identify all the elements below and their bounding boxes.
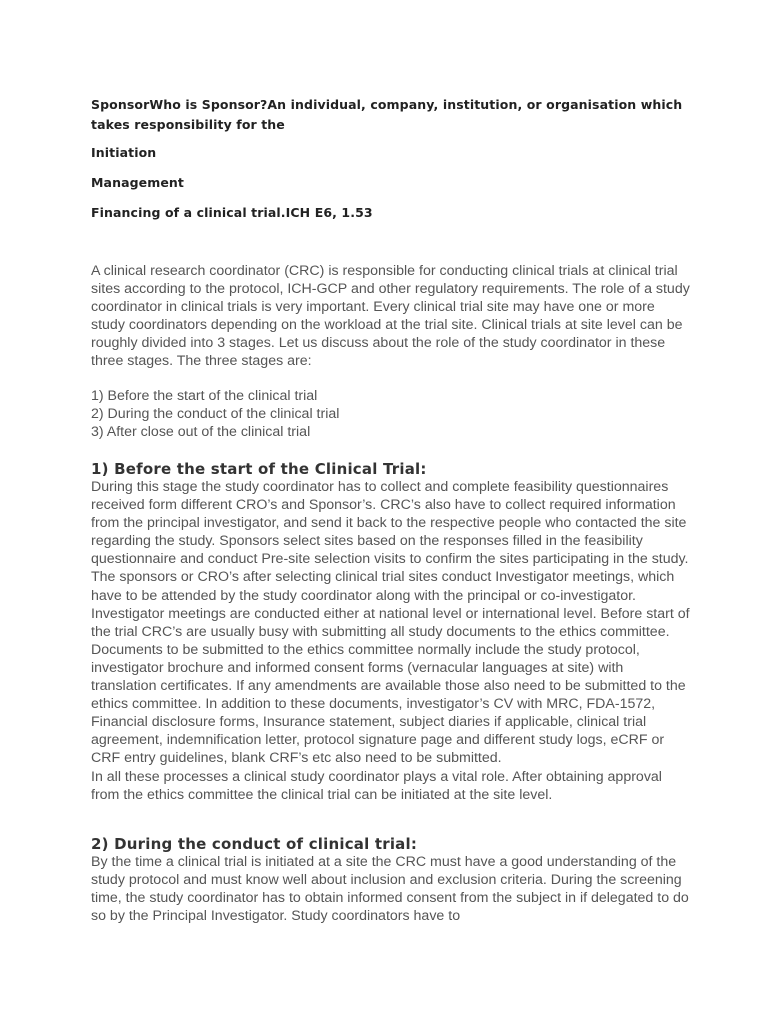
sponsor-item-financing: Financing of a clinical trial.ICH E6, 1.53	[91, 205, 373, 220]
section2-paragraph: By the time a clinical trial is initiated at a site the CRC must have a good understanding of the study protocol and must know well about inclusion and exclusion criteria. During the screening time, the study coordinator has to obtain informed consent from the subject in if delegated to do so by the Principal Investigator. Study coordinators have to	[91, 854, 689, 925]
intro-section	[91, 262, 691, 371]
stage-item: 3) After close out of the clinical trial	[91, 424, 311, 441]
sponsor-item-management: Management	[91, 175, 185, 190]
section2-body	[91, 853, 691, 925]
section1-paragraph: In all these processes a clinical study coordinator plays a vital role. After obtaining approval from the ethics committee the clinical trial can be initiated at the site level.	[91, 768, 662, 803]
stages-list	[91, 387, 691, 441]
stage-item: 1) Before the start of the clinical trial	[91, 388, 318, 404]
section2-heading: 2) During the conduct of clinical trial:	[91, 835, 418, 853]
section1-paragraph: The sponsors or CRO’s after selecting clinical trial sites conduct Investigator meetings, which have to be attended by the study coordinator along with the principal or co-investigator. Investigator meetings are conducted either at national level or international level. Before start of the trial CRC’s are usually busy with submitting all study documents to the ethics committee. Documents to be submitted to the ethics committee normally include the study protocol, investigator brochure and informed consent forms (vernacular languages at site) with translation certificates. If any amendments are available those also need to be submitted to the ethics committee. In addition to these documents, investigator’s CV with MRC, FDA-1572, Financial disclosure forms, Insurance statement, subject diaries if applicable, clinical trial agreement, indemnification letter, protocol signature page and different study logs, eCRF or CRF entry guidelines, blank CRF’s etc also need to be submitted.	[91, 569, 690, 767]
stage-item: 2) During the conduct of the clinical trial	[91, 406, 340, 423]
intro-paragraph: A clinical research coordinator (CRC) is responsible for conducting clinical trials at clinical trial sites according to the protocol, ICH-GCP and other regulatory requirements. The role of a study coordinator in clinical trials is very important. Every clinical trial site may have one or more study coordinators depending on the workload at the trial site. Clinical trials at site level can be roughly divided into 3 stages. Let us discuss about the role of the study coordinator in these three stages. The three stages are:	[91, 263, 690, 370]
section1-heading: 1) Before the start of the Clinical Trial:	[91, 460, 427, 478]
section1-paragraph: During this stage the study coordinator has to collect and complete feasibility questionnaires received form different CRO’s and Sponsor’s. CRC’s also have to collect required information from the principal investigator, and send it back to the respective people who contacted the site regarding the study. Sponsors select sites based on the responses filled in the feasibility questionnaire and conduct Pre-site selection visits to confirm the sites participating in the study.	[91, 479, 689, 568]
sponsor-definition-heading: SponsorWho is Sponsor?An individual, company, institution, or organisation which takes responsibility for the	[91, 97, 683, 132]
section1-body	[91, 478, 691, 804]
sponsor-item-initiation: Initiation	[91, 145, 157, 160]
